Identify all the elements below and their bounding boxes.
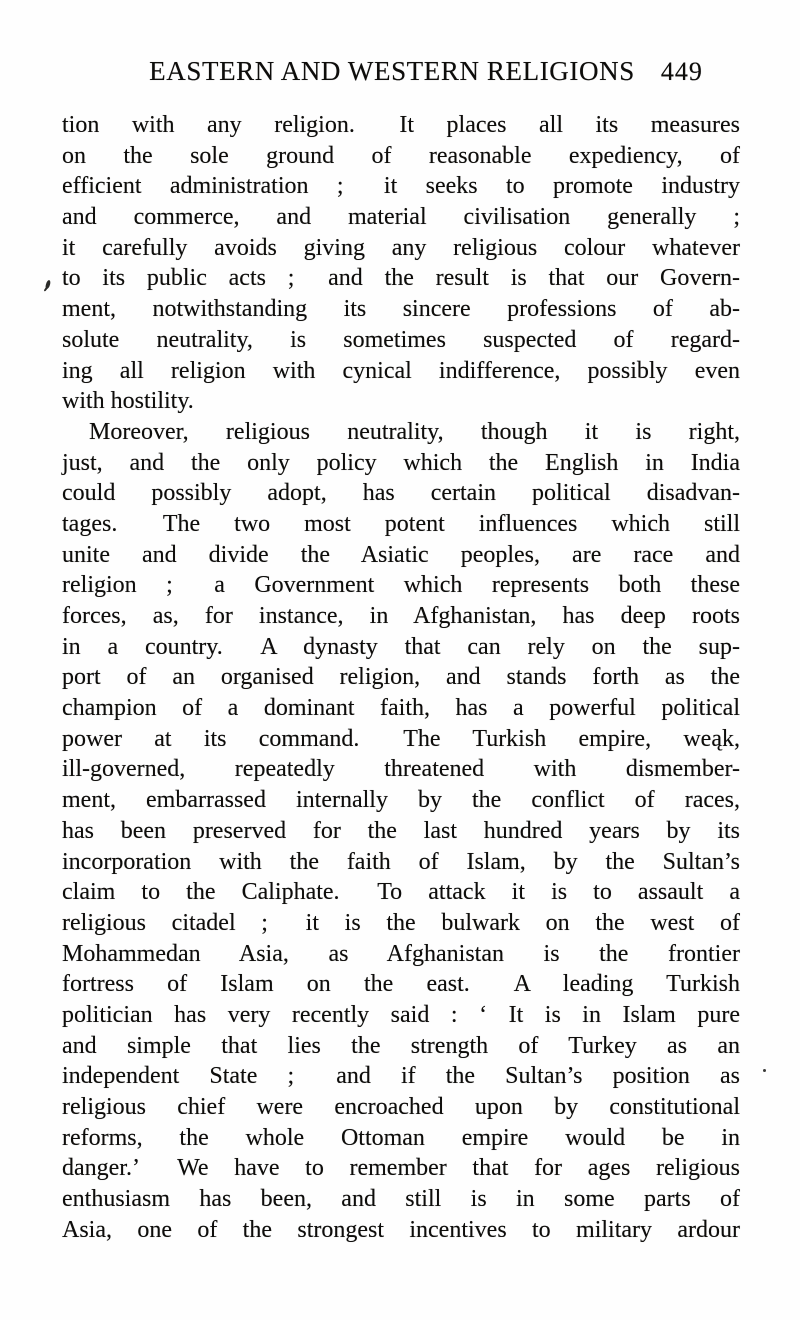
text-line: religious chief were encroached upon by constitutional [62, 1094, 740, 1120]
text-line: with hostility. [62, 388, 194, 415]
text-line: politician has very recently said : ‘ It is in Islam pure [62, 1001, 740, 1028]
text-line: reforms, the whole Ottoman empire would be in [62, 1124, 740, 1151]
text-line: Moreover, religious neutrality, though it is right, [89, 418, 740, 445]
text-line: and commerce, and material civilisation generally ; [62, 204, 740, 231]
text-line: unite and divide the Asiatic peoples, are race and [62, 541, 740, 568]
text-line: tion with any religion. It places all its measures [62, 112, 740, 138]
text-line: power at its command. The Turkish empire, weąk, [62, 725, 740, 752]
text-line: forces, as, for instance, in Afghanistan, has deep roots [62, 603, 740, 629]
margin-dot-speck-icon [763, 1069, 766, 1072]
text-line: champion of a dominant faith, has a powerful political [62, 695, 740, 722]
text-line: ment, notwithstanding its sincere professions of ab- [62, 296, 740, 323]
text-line: could possibly adopt, has certain political disadvan- [62, 480, 740, 507]
text-line: Asia, one of the strongest incentives to military ardour [62, 1216, 740, 1243]
text-line: religious citadel ; it is the bulwark on the west of [62, 909, 740, 936]
text-line: ment, embarrassed internally by the conflict of races, [62, 787, 740, 814]
text-line: Mohammedan Asia, as Afghanistan is the frontier [62, 940, 740, 967]
text-line: in a country. A dynasty that can rely on the sup- [62, 633, 740, 660]
text-line: tages. The two most potent influences which still [62, 510, 740, 537]
text-line: enthusiasm has been, and still is in some parts of [62, 1186, 740, 1213]
text-line: independent State ; and if the Sultan’s position as [62, 1063, 740, 1090]
running-header [87, 56, 765, 87]
text-line: and simple that lies the strength of Turkey as an [62, 1032, 740, 1059]
margin-ink-speck-icon [45, 280, 51, 290]
text-line: to its public acts ; and the result is that our Govern- [62, 265, 740, 292]
page-number: 449 [660, 57, 703, 86]
text-line: solute neutrality, is sometimes suspected of regard- [62, 326, 740, 353]
page-body [62, 110, 740, 1245]
text-line: religion ; a Government which represents both these [62, 572, 740, 599]
text-line: on the sole ground of reasonable expediency, of [62, 142, 740, 169]
text-line: just, and the only policy which the English in India [62, 449, 740, 476]
text-line: claim to the Caliphate. To attack it is to assault a [62, 879, 740, 906]
text-line: fortress of Islam on the east. A leading Turkish [62, 971, 740, 998]
text-line: danger.’ We have to remember that for ages religious [62, 1155, 740, 1182]
text-line: incorporation with the faith of Islam, by the Sultan’s [62, 848, 740, 875]
text-line: it carefully avoids giving any religious colour whatever [62, 234, 740, 261]
text-line: efficient administration ; it seeks to promote industry [62, 173, 740, 200]
text-line: ill-governed, repeatedly threatened with dismember- [62, 756, 740, 783]
page-title: EASTERN AND WESTERN RELIGIONS [149, 56, 635, 86]
text-line: ing all religion with cynical indifference, possibly even [62, 357, 740, 384]
text-line: has been preserved for the last hundred years by its [62, 817, 740, 844]
text-line: port of an organised religion, and stands forth as the [62, 664, 740, 691]
